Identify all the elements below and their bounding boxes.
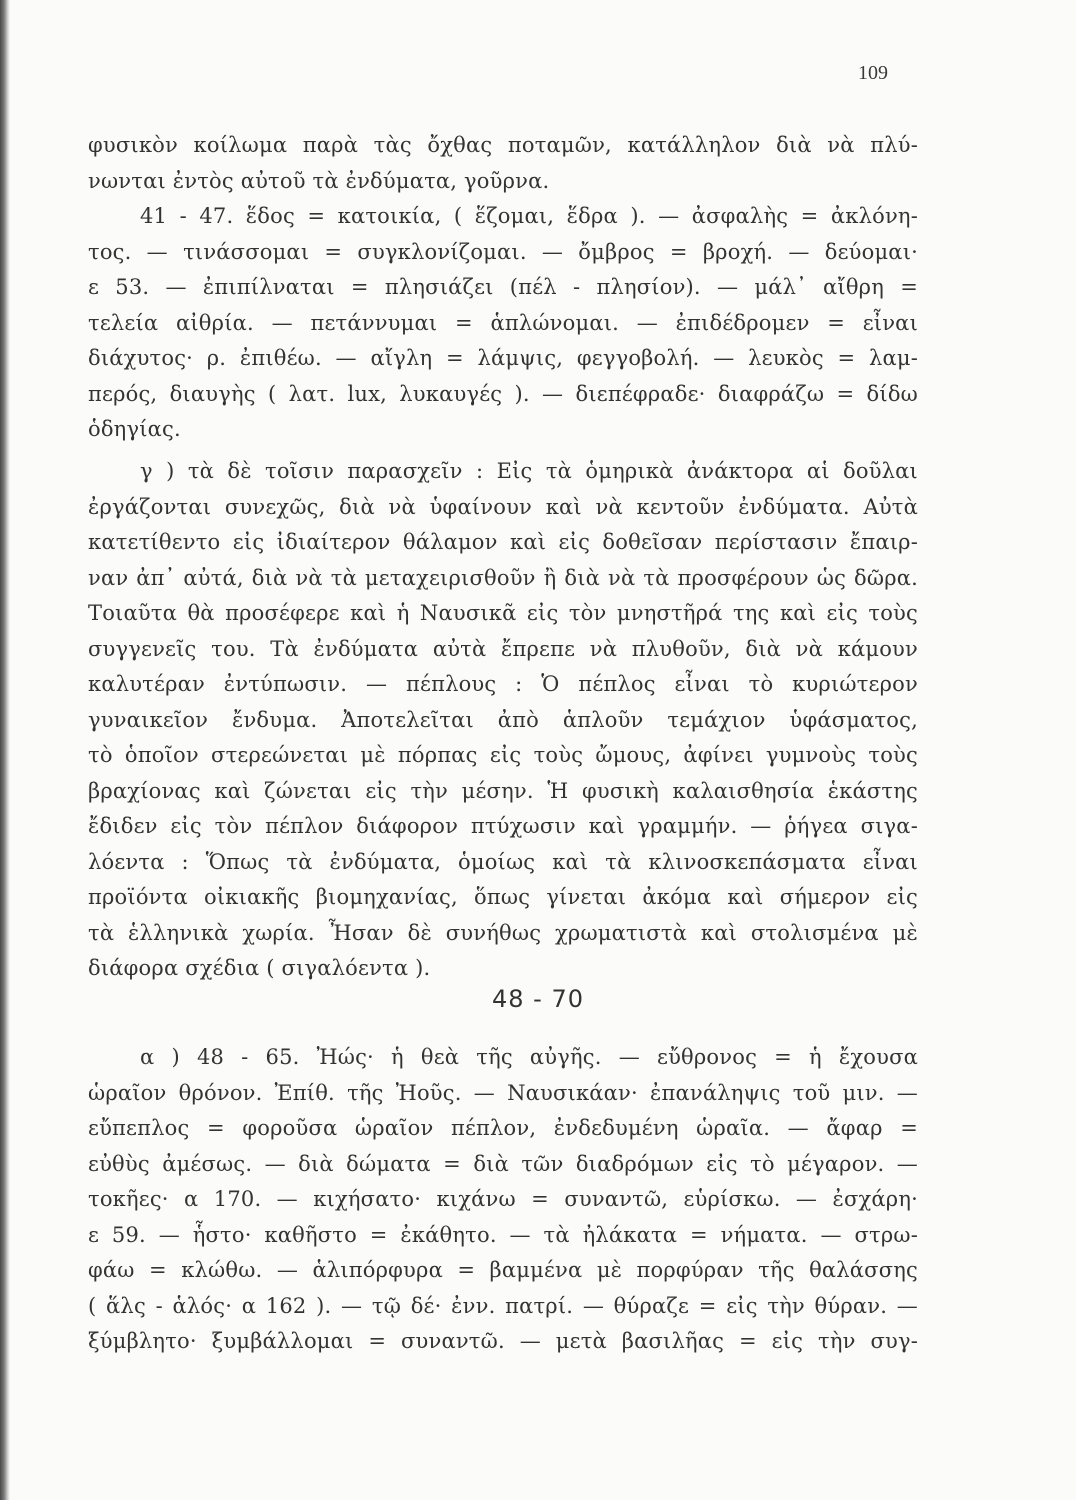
text-line: ναν ἀπ᾽ αὐτά, διὰ νὰ τὰ μεταχειρισθοῦν ἢ διὰ νὰ τὰ προσφέρουν ὡς δῶρα. [88,565,918,590]
text-line: προϊόντα οἰκιακῆς βιομηχανίας, ὅπως γίνεται ἀκόμα καὶ σήμερον εἰς [88,885,918,909]
text-line: τὰ ἑλληνικὰ χωρία. Ἦσαν δὲ συνήθως χρωματιστὰ καὶ στολισμένα μὲ [88,920,918,945]
text-line: τὸ ὁποῖον στερεώνεται μὲ πόρπας εἰς τοὺς ὤμους, ἀφίνει γυμνοὺς τοὺς [88,743,918,767]
text-line: γυναικεῖον ἔνδυμα. Ἀποτελεῖται ἀπὸ ἁπλοῦν τεμάχιον ὑφάσματος, [88,707,918,732]
text-line: ὁδηγίας. [88,417,181,441]
text-line: ( ἅλς - ἁλός· α 162 ). — τῷ δέ· ἐνν. πατρί. — θύραζε = εἰς τὴν θύραν. — [88,1293,918,1318]
text-line: καλυτέραν ἐντύπωσιν. — πέπλους : Ὁ πέπλος εἶναι τὸ κυριώτερον [88,672,918,696]
page-number: 109 [858,62,888,84]
section-heading: 48 - 70 [492,985,584,1013]
text-line: περός, διαυγὴς ( λατ. lux, λυκαυγές ). — διεπέφραδε· διαφράζω = δίδω [88,381,918,406]
text-line: βραχίονας καὶ ζώνεται εἰς τὴν μέσην. Ἡ φυσικὴ καλαισθησία ἑκάστης [88,778,918,803]
text-line: Τοιαῦτα θὰ προσέφερε καὶ ἡ Ναυσικᾶ εἰς τὸν μνηστῆρά της καὶ εἰς τοὺς [88,601,918,625]
text-line: 41 - 47. ἕδος = κατοικία, ( ἕζομαι, ἕδρα ). — ἀσφαλὴς = ἀκλόνη- [140,204,918,228]
text-line: διάχυτος· ρ. ἐπιθέω. — αἴγλη = λάμψις, φεγγοβολή. — λευκὸς = λαμ- [88,346,918,370]
text-line: ἐργάζονται συνεχῶς, διὰ νὰ ὑφαίνουν καὶ νὰ κεντοῦν ἐνδύματα. Αὐτὰ [88,494,918,519]
commentary-block-3 [88,1040,918,1360]
text-line: νωνται ἐντὸς αὐτοῦ τὰ ἐνδύματα, γοῦρνα. [88,168,550,193]
text-line: γ ) τὰ δὲ τοῖσιν παρασχεῖν : Εἰς τὰ ὁμηρικὰ ἀνάκτορα αἱ δοῦλαι [140,459,918,483]
text-line: ε 59. — ἧστο· καθῆστο = ἐκάθητο. — τὰ ἠλάκατα = νήματα. — στρω- [88,1222,918,1247]
text-line: λόεντα : Ὅπως τὰ ἐνδύματα, ὁμοίως καὶ τὰ κλινοσκεπάσματα εἶναι [88,849,918,874]
text-line: φυσικὸν κοίλωμα παρὰ τὰς ὄχθας ποταμῶν, κατάλληλον διὰ νὰ πλύ- [88,133,918,157]
text-line: τος. — τινάσσομαι = συγκλονίζομαι. — ὄμβρος = βροχή. — δεύομαι· [88,239,918,264]
text-line: εὔπεπλος = φοροῦσα ὡραῖον πέπλον, ἐνδεδυμένη ὡραῖα. — ἄφαρ = [88,1116,918,1140]
text-line: α ) 48 - 65. Ἠώς· ἡ θεὰ τῆς αὐγῆς. — εὔθρονος = ἡ ἔχουσα [140,1045,918,1069]
text-line: ἔδιδεν εἰς τὸν πέπλον διάφορον πτύχωσιν καὶ γραμμήν. — ῥήγεα σιγα- [88,814,918,838]
text-line: εὐθὺς ἀμέσως. — διὰ δώματα = διὰ τῶν διαδρόμων εἰς τὸ μέγαρον. — [88,1151,918,1176]
text-line: ξύμβλητο· ξυμβάλλομαι = συναντῶ. — μετὰ βασιλῆας = εἰς τὴν συγ- [88,1329,918,1353]
text-line: τελεία αἰθρία. — πετάννυμαι = ἁπλώνομαι. — ἐπιδέδρομεν = εἶναι [88,310,918,335]
binding-edge [0,0,10,1500]
text-line: κατετίθεντο εἰς ἰδιαίτερον θάλαμον καὶ εἰς δοθεῖσαν περίστασιν ἔπαιρ- [88,530,918,554]
commentary-block-2 [88,454,918,987]
text-line: τοκῆες· α 170. — κιχήσατο· κιχάνω = συναντῶ, εὑρίσκω. — ἐσχάρη· [88,1187,918,1211]
text-line: φάω = κλώθω. — ἁλιπόρφυρα = βαμμένα μὲ πορφύραν τῆς θαλάσσης [88,1258,918,1282]
text-line: ὡραῖον θρόνον. Ἐπίθ. τῆς Ἠοῦς. — Ναυσικάαν· ἐπανάληψις τοῦ μιν. — [88,1080,918,1105]
text-line: συγγενεῖς του. Τὰ ἐνδύματα αὐτὰ ἔπρεπε νὰ πλυθοῦν, διὰ νὰ κάμουν [88,636,918,661]
text-line: ε 53. — ἐπιπίλναται = πλησιάζει (πέλ - πλησίον). — μάλ᾽ αἴθρη = [88,275,918,299]
text-line: διάφορα σχέδια ( σιγαλόεντα ). [88,956,431,980]
commentary-block-1 [88,128,918,448]
